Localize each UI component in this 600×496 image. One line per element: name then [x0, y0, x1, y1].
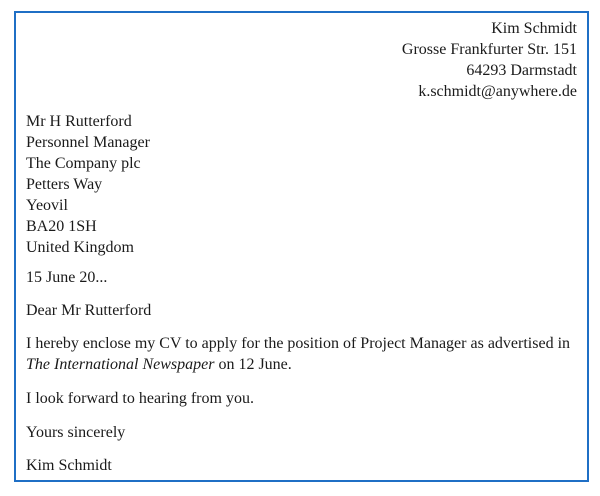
body-text-part1: I hereby enclose my CV to apply for the position of Project Manager as advertised in	[26, 335, 571, 352]
signature: Kim Schmidt	[26, 457, 112, 474]
recipient-country: United Kingdom	[26, 239, 134, 256]
closing-paragraph: I look forward to hearing from you.	[26, 390, 254, 407]
sender-city: 64293 Darmstadt	[466, 62, 577, 79]
salutation: Dear Mr Rutterford	[26, 302, 152, 319]
letter-date: 15 June 20...	[26, 269, 108, 286]
publication-name: The International Newspaper	[26, 356, 215, 373]
recipient-street: Petters Way	[26, 176, 103, 193]
sender-address-block	[402, 18, 577, 102]
recipient-title: Personnel Manager	[26, 134, 150, 151]
body-paragraph	[26, 333, 586, 375]
body-text-part2: on 12 June.	[214, 356, 292, 373]
recipient-town: Yeovil	[26, 197, 68, 214]
recipient-address-block	[26, 111, 150, 258]
letter-frame	[14, 11, 589, 482]
sender-street: Grosse Frankfurter Str. 151	[401, 41, 577, 58]
recipient-postcode: BA20 1SH	[26, 218, 97, 235]
signoff: Yours sincerely	[26, 424, 126, 441]
sender-name: Kim Schmidt	[491, 20, 577, 37]
recipient-company: The Company plc	[26, 155, 141, 172]
sender-email: k.schmidt@anywhere.de	[418, 83, 577, 100]
recipient-name: Mr H Rutterford	[26, 113, 132, 130]
